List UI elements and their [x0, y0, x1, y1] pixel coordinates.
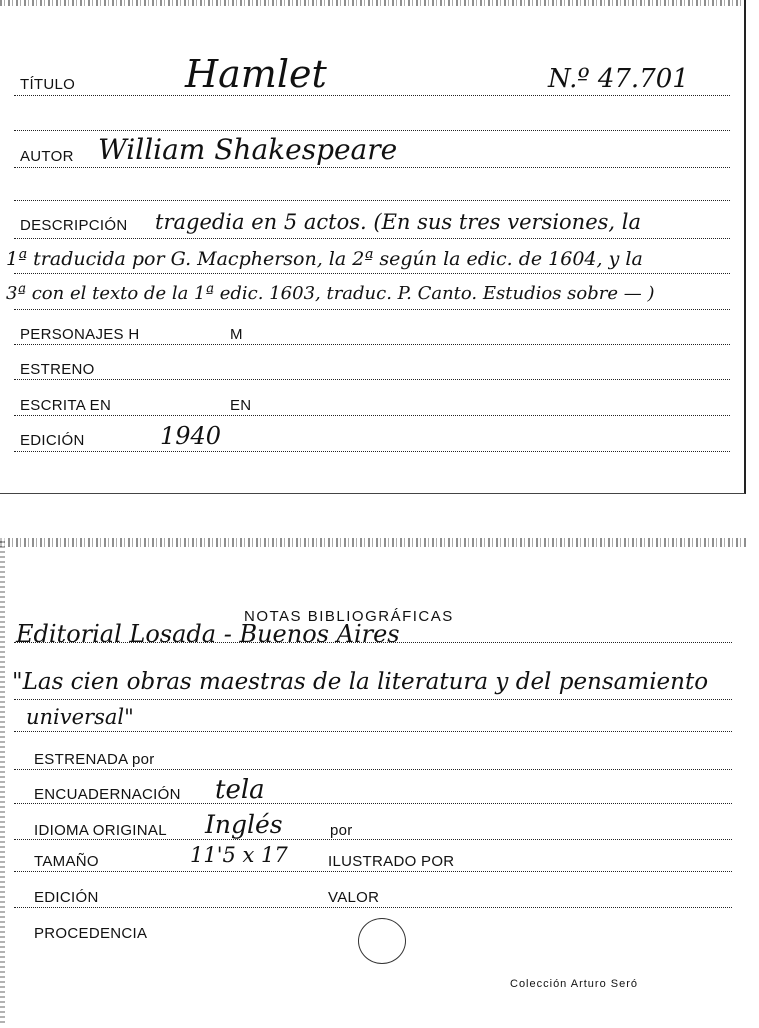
- escrita-label: ESCRITA EN: [20, 397, 112, 414]
- scanned-edge-texture: [0, 538, 746, 547]
- idioma-rule: [14, 839, 732, 840]
- descripcion-rule-3: [14, 309, 730, 310]
- estreno-rule: [14, 379, 730, 380]
- notas-line-3: universal": [26, 705, 134, 729]
- encuadernacion-value: tela: [215, 775, 265, 805]
- notas-line-1: Editorial Losada - Buenos Aires: [16, 620, 400, 648]
- idioma-value: Inglés: [205, 810, 283, 839]
- autor-value: William Shakespeare: [98, 133, 398, 166]
- blank-rule: [14, 130, 730, 131]
- scanned-edge-texture: [0, 538, 5, 1023]
- estreno-label: ESTRENO: [20, 361, 95, 378]
- catalog-number: N.º 47.701: [548, 64, 689, 94]
- descripcion-line-1: tragedia en 5 actos. (En sus tres versiones, la: [155, 210, 641, 234]
- escrita-rule: [14, 415, 730, 416]
- titulo-rule: [14, 95, 730, 96]
- procedencia-label: PROCEDENCIA: [34, 925, 148, 942]
- titulo-value: Hamlet: [185, 52, 327, 96]
- edicion-label: EDICIÓN: [34, 889, 99, 906]
- valor-label: VALOR: [328, 889, 380, 906]
- personajes-m-label: M: [230, 326, 243, 343]
- por-label: por: [330, 822, 353, 839]
- coleccion-imprint: Colección Arturo Seró: [510, 978, 638, 990]
- personajes-rule: [14, 344, 730, 345]
- notas-rule-2: [14, 699, 732, 700]
- encuadernacion-label: ENCUADERNACIÓN: [34, 786, 181, 803]
- blank-rule: [14, 200, 730, 201]
- edicion-label: EDICIÓN: [20, 432, 85, 449]
- edicion-rule: [14, 907, 732, 908]
- notas-heading: NOTAS BIBLIOGRÁFICAS: [244, 608, 454, 625]
- tamano-value: 11'5 x 17: [190, 843, 288, 867]
- descripcion-rule-2: [14, 273, 730, 274]
- autor-label: AUTOR: [20, 148, 74, 165]
- descripcion-line-3: 3ª con el texto de la 1ª edic. 1603, traduc. P. Canto. Estudios sobre — ): [6, 283, 655, 304]
- ilustrado-label: ILUSTRADO POR: [328, 853, 455, 870]
- descripcion-label: DESCRIPCIÓN: [20, 217, 128, 234]
- estrenada-rule: [14, 769, 732, 770]
- tamano-label: TAMAÑO: [34, 853, 99, 870]
- edicion-value: 1940: [160, 422, 222, 450]
- descripcion-rule-1: [14, 238, 730, 239]
- personajes-label: PERSONAJES H: [20, 326, 140, 343]
- en-label: EN: [230, 397, 252, 414]
- estrenada-label: ESTRENADA por: [34, 751, 155, 768]
- idioma-label: IDIOMA ORIGINAL: [34, 822, 167, 839]
- descripcion-line-2: 1ª traducida por G. Macpherson, la 2ª según la edic. de 1604, y la: [6, 248, 643, 270]
- autor-rule: [14, 167, 730, 168]
- scanned-edge-texture: [0, 0, 744, 6]
- tamano-rule: [14, 871, 732, 872]
- notas-rule-1: [14, 642, 732, 643]
- catalog-card-front: [0, 0, 746, 494]
- titulo-label: TÍTULO: [20, 76, 76, 93]
- edicion-rule: [14, 451, 730, 452]
- library-stamp: [358, 918, 406, 964]
- catalog-card-back: [0, 538, 746, 1023]
- encuadernacion-rule: [14, 803, 732, 804]
- notas-line-2: "Las cien obras maestras de la literatura y del pensamiento: [12, 669, 709, 695]
- notas-rule-3: [14, 731, 732, 732]
